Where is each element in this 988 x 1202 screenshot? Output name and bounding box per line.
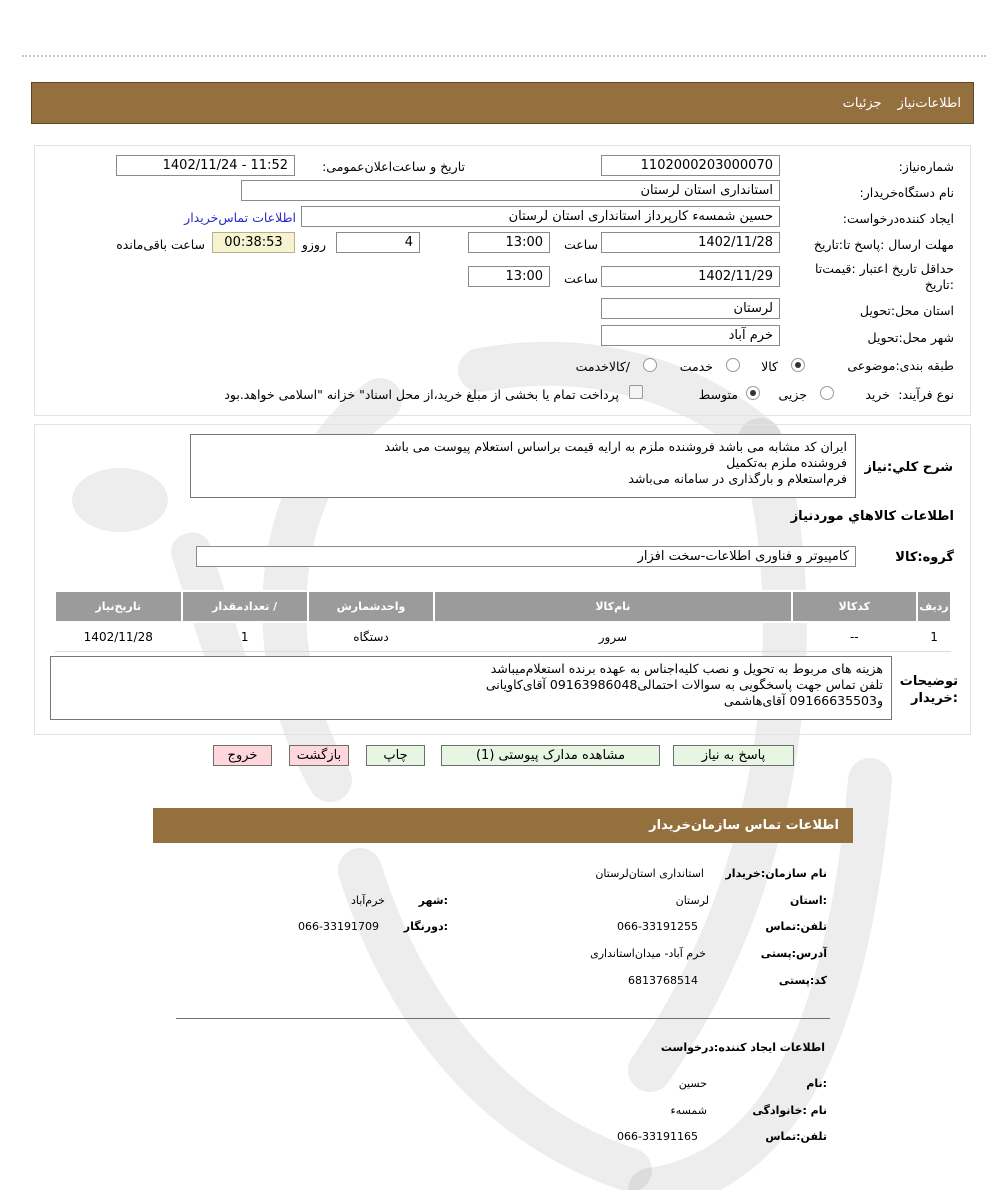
col-name: نام‌کالا: [434, 591, 791, 622]
goods-group-field: کامپیوتر و فناوری اطلاعات-سخت افزار: [196, 546, 856, 567]
creator-family-label: نام :خانوادگی: [752, 1104, 827, 1117]
description-line-2: فروشنده ملزم به‌تکمیل: [726, 455, 847, 470]
header-tabs: [827, 96, 961, 111]
buyer-notes-box: [50, 656, 892, 720]
contact-province-value: لرستان: [675, 894, 709, 907]
announce-label: تاریخ و ساعت‌اعلان‌عمومی:: [322, 159, 465, 174]
category-option-goods-service: /کالاخدمت: [575, 359, 630, 374]
cell-row: 1: [917, 622, 951, 652]
need-number-label: شماره‌نیاز:: [898, 159, 954, 174]
contact-org-value: استانداری استان‌لرستان: [595, 867, 704, 880]
table-row: [55, 622, 951, 652]
buyer-org-field: استانداری استان لرستان: [241, 180, 780, 201]
col-quantity: / تعدادمقدار: [182, 591, 308, 622]
creator-phone-value: 066-33191165: [617, 1130, 698, 1143]
validity-label-2: :تاریخ: [924, 277, 954, 292]
contact-divider: [176, 1018, 830, 1019]
contact-city-label: :شهر: [418, 894, 448, 907]
treasury-payment-checkbox[interactable]: [629, 385, 643, 399]
description-line-3: فرم‌استعلام و بارگذاری در سامانه می‌باشد: [628, 471, 847, 486]
col-row: ردیف: [917, 591, 951, 622]
exit-button[interactable]: خروج: [213, 745, 272, 766]
category-radio-service[interactable]: [726, 358, 740, 372]
buyer-notes-line-3: و09166635503 آقای‌هاشمی: [723, 693, 883, 708]
contact-fax-value: 066-33191709: [298, 920, 379, 933]
deadline-time-field: 13:00: [468, 232, 550, 253]
col-need-date: تاریخ‌نیاز: [55, 591, 182, 622]
tab-details[interactable]: جزئیات: [842, 96, 882, 111]
category-radio-goods-service[interactable]: [643, 358, 657, 372]
buyer-contact-link[interactable]: اطلاعات تماس‌خریدار: [184, 210, 296, 225]
top-divider: [22, 55, 986, 57]
treasury-payment-note: پرداخت تمام یا بخشی از مبلغ خرید،از محل اسناد" خزانه "اسلامی خواهد.بود: [224, 387, 619, 402]
contact-phone-label: تلفن:تماس: [765, 920, 827, 933]
validity-time-field: 13:00: [468, 266, 550, 287]
province-field: لرستان: [601, 298, 780, 319]
buyer-notes-label-1: توضیحات: [899, 674, 958, 689]
category-option-service: خدمت: [679, 359, 713, 374]
goods-table-header: [55, 591, 951, 622]
goods-group-label: گروه:کالا: [895, 550, 954, 565]
creator-field: حسین شمسه‌ء کارپرداز استانداری استان لرستان: [301, 206, 780, 227]
contact-address-label: آدرس:پستی: [760, 947, 827, 960]
tab-need-info[interactable]: اطلاعات‌نیاز: [897, 96, 961, 111]
creator-section-title: اطلاعات ایجاد کننده:درخواست: [660, 1041, 825, 1054]
remaining-timer: 00:38:53: [212, 232, 295, 253]
contact-city-value: خرم‌آباد: [350, 894, 385, 907]
cell-unit: دستگاه: [308, 622, 435, 652]
contact-postal-value: 6813768514: [628, 974, 698, 987]
process-option-purchase: خرید: [865, 387, 890, 402]
contact-fax-label: :دورنگار: [403, 920, 448, 933]
cell-need-date: 1402/11/28: [55, 622, 182, 652]
contact-address-value: خرم آباد- میدان‌استانداری: [590, 947, 706, 960]
validity-label-1: حداقل تاریخ اعتبار :قیمت‌تا: [814, 261, 954, 276]
col-code: کدکالا: [792, 591, 918, 622]
buyer-org-label: نام دستگاه‌خریدار:: [859, 185, 954, 200]
validity-time-label: ساعت: [563, 271, 598, 286]
goods-table: [54, 590, 952, 652]
col-unit: واحدشمارش: [308, 591, 435, 622]
contact-postal-label: کد:پستی: [778, 974, 827, 987]
buyer-notes-line-2: تلفن تماس جهت پاسخگویی به سوالات احتمالی09163986048 آقای‌کاویانی: [485, 677, 883, 692]
province-label: استان محل:تحویل: [859, 303, 954, 318]
contact-section-bar: [153, 808, 853, 843]
days-label: روزو: [301, 237, 326, 252]
description-line-1: ایران کد مشابه می باشد فروشنده ملزم به ارایه قیمت براساس استعلام پیوست می باشد: [384, 439, 847, 454]
creator-label: ایجاد کننده‌درخواست:: [842, 211, 954, 226]
validity-date-field: 1402/11/29: [601, 266, 780, 287]
announce-field: 1402/11/24 - 11:52: [116, 155, 295, 176]
print-button[interactable]: چاپ: [366, 745, 425, 766]
deadline-date-field: 1402/11/28: [601, 232, 780, 253]
buyer-notes-label-2: :خریدار: [911, 691, 958, 706]
days-field: 4: [336, 232, 420, 253]
creator-family-value: شمسه‌ء: [670, 1104, 707, 1117]
creator-name-value: حسین: [678, 1077, 707, 1090]
need-number-field: 1102000203000070: [601, 155, 780, 176]
header-bar: [31, 82, 974, 124]
goods-section-title: اطلاعات کالاهاي مورد‌نیاز: [790, 509, 954, 524]
process-radio-medium[interactable]: [746, 386, 760, 400]
remaining-label: ساعت باقی‌مانده: [116, 237, 205, 252]
buyer-notes-line-1: هزینه های مربوط به تحویل و نصب کلیه‌اجناس به عهده برنده استعلام‌میباشد: [490, 661, 883, 676]
cell-name: سرور: [434, 622, 791, 652]
description-label: شرح كلي:نیاز: [864, 460, 953, 475]
description-box: [190, 434, 856, 498]
category-option-goods: کالا: [761, 359, 778, 374]
deadline-time-label: ساعت: [563, 237, 598, 252]
cell-code: --: [792, 622, 918, 652]
process-option-minor: جزیی: [778, 387, 807, 402]
contact-province-label: :استان: [790, 894, 827, 907]
cell-quantity: 1: [182, 622, 308, 652]
process-option-medium: متوسط: [698, 387, 738, 402]
contact-section-title: اطلاعات تماس سازمان‌خریدار: [649, 818, 839, 833]
city-label: شهر محل:تحویل: [867, 330, 954, 345]
city-field: خرم آباد: [601, 325, 780, 346]
category-label: طبقه بندی:موضوعی: [847, 358, 954, 373]
reply-button[interactable]: پاسخ به نیاز: [673, 745, 794, 766]
attachments-button[interactable]: مشاهده مدارک پیوستی (1): [441, 745, 660, 766]
category-radio-goods[interactable]: [791, 358, 805, 372]
process-label: نوع فرآیند:: [898, 387, 954, 402]
creator-phone-label: تلفن:تماس: [765, 1130, 827, 1143]
process-radio-minor[interactable]: [820, 386, 834, 400]
contact-phone-value: 066-33191255: [617, 920, 698, 933]
creator-name-label: :نام: [806, 1077, 827, 1090]
back-button[interactable]: بازگشت: [289, 745, 349, 766]
contact-org-label: نام سازمان:خریدار: [725, 867, 827, 880]
deadline-label: مهلت ارسال :پاسخ تا:تاریخ: [813, 237, 954, 252]
